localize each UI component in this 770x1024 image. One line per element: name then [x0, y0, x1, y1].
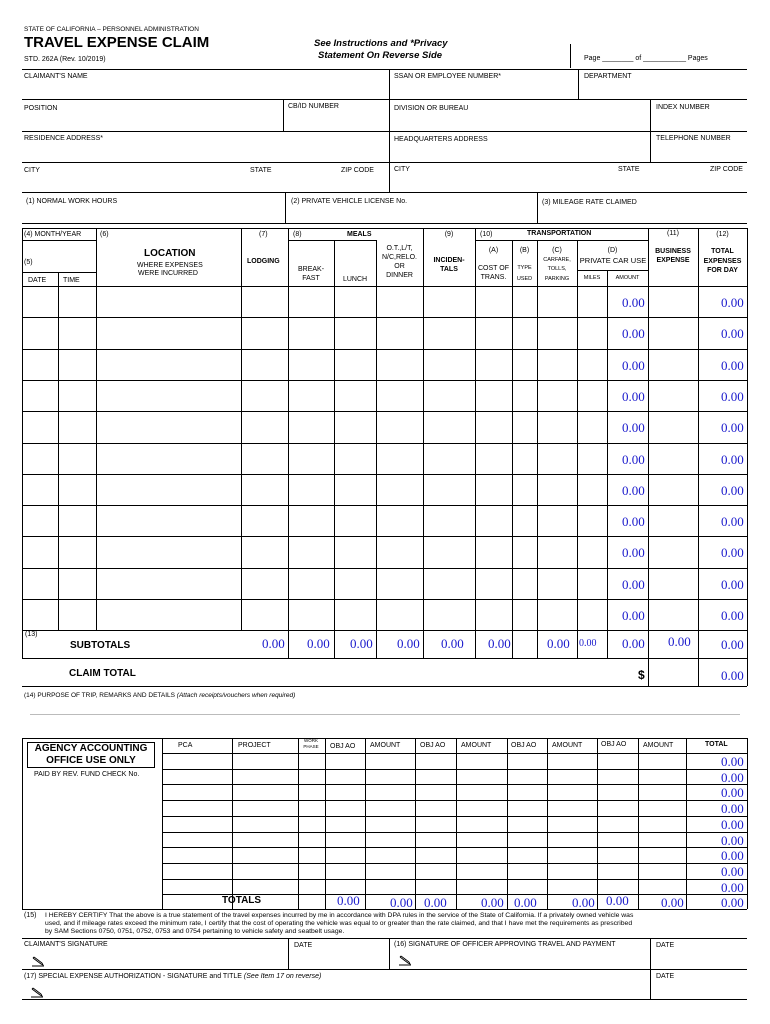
subtotal-cost[interactable]: 0.00 — [488, 636, 511, 651]
col-12-label: (12) — [716, 231, 729, 238]
page-count-field[interactable]: Page ________ of ___________ Pages — [584, 55, 708, 62]
col-amount: AMOUNT — [615, 275, 640, 281]
row-total-for-day[interactable]: 0.00 — [721, 483, 744, 498]
col-6-label: (6) — [100, 231, 109, 238]
row-total-for-day[interactable]: 0.00 — [721, 295, 744, 310]
special-authorization-field[interactable] — [24, 973, 321, 981]
row-private-amount[interactable]: 0.00 — [622, 577, 645, 592]
acct-total-a2[interactable]: 0.00 — [481, 895, 504, 910]
subtotal-lodging[interactable]: 0.00 — [262, 636, 285, 651]
acct-row-total[interactable]: 0.00 — [721, 801, 744, 816]
acct-amount-3: AMOUNT — [552, 742, 583, 749]
col-carfare-2: TOLLS, — [547, 266, 567, 272]
col-time: TIME — [63, 277, 80, 284]
col-ot-4: DINNER — [386, 272, 413, 279]
row-private-amount[interactable]: 0.00 — [622, 358, 645, 373]
form-title: TRAVEL EXPENSE CLAIM — [24, 34, 210, 51]
instructions-line-1: See Instructions and *Privacy — [314, 38, 448, 49]
agency-accounting-title-2: OFFICE USE ONLY — [46, 755, 136, 766]
col-type-2: USED — [516, 276, 533, 282]
col-carfare-3: PARKING — [544, 276, 570, 282]
form-number: STD. 262A (Rev. 10/2019) — [24, 56, 106, 63]
row-total-for-day[interactable]: 0.00 — [721, 608, 744, 623]
acct-total-o2[interactable]: 0.00 — [390, 895, 413, 910]
work-hours-field[interactable]: (1) NORMAL WORK HOURS — [26, 198, 118, 205]
acct-total-o4[interactable]: 0.00 — [606, 893, 629, 908]
subtotal-breakfast[interactable]: 0.00 — [307, 636, 330, 651]
row-total-for-day[interactable]: 0.00 — [721, 545, 744, 560]
paid-by-check-field[interactable]: PAID BY REV. FUND CHECK No. — [34, 771, 140, 778]
purpose-line[interactable] — [30, 714, 740, 715]
acct-amount-4: AMOUNT — [643, 742, 674, 749]
col-total-1: TOTAL — [711, 248, 734, 255]
ssan-field[interactable]: SSAN OR EMPLOYEE NUMBER* — [394, 73, 501, 80]
acct-work-2: PHASE — [303, 744, 319, 749]
row-total-for-day[interactable]: 0.00 — [721, 452, 744, 467]
row-total-for-day[interactable]: 0.00 — [721, 514, 744, 529]
col-10-label: (10) — [480, 231, 493, 238]
col-ot-1: O.T.,L/T, — [386, 245, 413, 252]
col-total-3: FOR DAY — [707, 267, 738, 274]
special-authorization-note: (See Item 17 on reverse) — [243, 973, 322, 980]
row-private-amount[interactable]: 0.00 — [622, 452, 645, 467]
col-private-car: PRIVATE CAR USE — [579, 256, 647, 265]
agency-line: STATE OF CALIFORNIA – PERSONNEL ADMINISTRATION — [24, 26, 199, 33]
date-field-3[interactable]: DATE — [656, 973, 675, 980]
col-breakfast-2: FAST — [302, 275, 320, 282]
row-total-for-day[interactable]: 0.00 — [721, 420, 744, 435]
row-private-amount[interactable]: 0.00 — [622, 514, 645, 529]
col-total-2: EXPENSES — [703, 258, 742, 265]
claimant-signature-pen-icon[interactable] — [31, 954, 45, 966]
acct-total-a3[interactable]: 0.00 — [572, 895, 595, 910]
city-field-1[interactable]: CITY — [24, 167, 40, 174]
col-where-1: WHERE EXPENSES — [137, 262, 203, 269]
officer-signature-pen-icon[interactable] — [398, 953, 412, 965]
acct-total-header: TOTAL — [705, 741, 728, 748]
row-total-for-day[interactable]: 0.00 — [721, 326, 744, 341]
row-private-amount[interactable]: 0.00 — [622, 608, 645, 623]
acct-row-total[interactable]: 0.00 — [721, 770, 744, 785]
col-incidentals-1: INCIDEN- — [433, 257, 465, 264]
subtotal-lunch[interactable]: 0.00 — [350, 636, 373, 651]
acct-row-total[interactable]: 0.00 — [721, 754, 744, 769]
special-signature-pen-icon[interactable] — [30, 985, 44, 997]
col-cost-2: TRANS. — [480, 274, 507, 281]
subtotal-miles[interactable]: 0.00 — [579, 638, 597, 649]
acct-total-o3[interactable]: 0.00 — [514, 895, 537, 910]
vehicle-license-field[interactable]: (2) PRIVATE VEHICLE LICENSE No. — [291, 198, 408, 205]
col-8-label: (8) — [293, 231, 302, 238]
mileage-rate-field[interactable]: (3) MILEAGE RATE CLAIMED — [542, 199, 637, 206]
dollar-sign: $ — [638, 668, 645, 682]
certify-line-3: by SAM Sections 0750, 0751, 0752, 0753 and 0754 pertaining to vehicle safety and seatbelt usage. — [45, 928, 345, 935]
officer-signature-field[interactable]: (16) SIGNATURE OF OFFICER APPROVING TRAVEL AND PAYMENT — [394, 941, 616, 948]
row-private-amount[interactable]: 0.00 — [622, 389, 645, 404]
col-location: LOCATION — [144, 248, 196, 259]
row-total-for-day[interactable]: 0.00 — [721, 358, 744, 373]
col-lodging: LODGING — [247, 258, 280, 265]
claim-total-label: CLAIM TOTAL — [69, 668, 136, 679]
subtotal-dinner[interactable]: 0.00 — [397, 636, 420, 651]
col-miles: MILES — [583, 275, 601, 281]
acct-amount-2: AMOUNT — [461, 742, 492, 749]
state-field-2[interactable]: STATE — [618, 166, 640, 173]
acct-work-1: WORK — [304, 738, 318, 743]
date-field-2[interactable]: DATE — [656, 942, 675, 949]
acct-row-total[interactable]: 0.00 — [721, 817, 744, 832]
col-carfare-1: CARFARE, — [543, 257, 571, 263]
row-private-amount[interactable]: 0.00 — [622, 295, 645, 310]
purpose-note: (Attach receipts/vouchers when required) — [176, 692, 296, 699]
cbid-field[interactable]: CB/ID NUMBER — [288, 103, 339, 110]
state-field-1[interactable]: STATE — [250, 167, 272, 174]
agency-accounting-title-1: AGENCY ACCOUNTING — [34, 743, 148, 754]
certify-line-2: used, and if mileage rates exceed the minimum rate, I certify that the cost of operating the vehicle was equal to or greater than the rate claimed, and that I have met the requirements as prescribed — [45, 920, 633, 927]
row-private-amount[interactable]: 0.00 — [622, 326, 645, 341]
subtotal-incidentals[interactable]: 0.00 — [441, 636, 464, 651]
acct-total-a4[interactable]: 0.00 — [661, 895, 684, 910]
row-private-amount[interactable]: 0.00 — [622, 545, 645, 560]
col-11-label: (11) — [667, 230, 679, 237]
headquarters-address-field[interactable]: HEADQUARTERS ADDRESS — [394, 136, 488, 143]
subtotal-carfare[interactable]: 0.00 — [547, 636, 570, 651]
telephone-field[interactable]: TELEPHONE NUMBER — [656, 135, 731, 142]
acct-objao-4: OBJ AO — [601, 741, 627, 748]
col-breakfast-1: BREAK- — [297, 266, 325, 273]
certify-line-1: I HEREBY CERTIFY That the above is a true statement of the travel expenses incurred by me in accordance with DPA rules in the service of the State of California. If a privately owned vehicle was — [45, 912, 634, 919]
acct-total-a1[interactable]: 0.00 — [337, 893, 360, 908]
col-9-label: (9) — [444, 231, 454, 238]
subtotals-label: SUBTOTALS — [70, 640, 131, 651]
index-number-field[interactable]: INDEX NUMBER — [656, 104, 710, 111]
subtotal-13-label: (13) — [25, 631, 38, 638]
col-meals: MEALS — [347, 231, 372, 238]
acct-row-total[interactable]: 0.00 — [721, 864, 744, 879]
residence-address-field[interactable]: RESIDENCE ADDRESS* — [24, 135, 103, 142]
subtotal-business[interactable]: 0.00 — [668, 634, 691, 649]
date-field-1[interactable]: DATE — [294, 942, 313, 949]
special-authorization-label: (17) SPECIAL EXPENSE AUTHORIZATION - SIGNATURE and TITLE — [24, 973, 242, 980]
claim-total-value[interactable]: 0.00 — [721, 668, 744, 683]
col-business-2: EXPENSE — [656, 257, 690, 264]
row-private-amount[interactable]: 0.00 — [622, 420, 645, 435]
acct-row-total[interactable]: 0.00 — [721, 848, 744, 863]
acct-amount-1: AMOUNT — [370, 742, 401, 749]
instructions-line-2: Statement On Reverse Side — [318, 50, 443, 61]
col-5-label: (5) — [24, 259, 33, 266]
col-month-year: (4) MONTH/YEAR — [24, 231, 82, 238]
col-where-2: WERE INCURRED — [138, 270, 198, 277]
col-ot-2: N/C,RELO. — [381, 254, 417, 261]
purpose-label — [24, 692, 295, 699]
city-field-2[interactable]: CITY — [394, 166, 410, 173]
row-total-for-day[interactable]: 0.00 — [721, 577, 744, 592]
acct-objao-3: OBJ AO — [511, 742, 537, 749]
subtotal-total[interactable]: 0.00 — [721, 637, 744, 652]
purpose-text: (14) PURPOSE OF TRIP, REMARKS AND DETAILS — [24, 692, 175, 699]
col-7-label: (7) — [259, 231, 268, 238]
position-field[interactable]: POSITION — [24, 105, 58, 112]
acct-total-grand[interactable]: 0.00 — [721, 895, 744, 910]
col-transportation: TRANSPORTATION — [527, 230, 592, 237]
department-field[interactable]: DEPARTMENT — [584, 73, 632, 80]
acct-pca: PCA — [178, 742, 193, 749]
claimant-name-field[interactable]: CLAIMANT'S NAME — [24, 73, 88, 80]
col-business-1: BUSINESS — [655, 248, 691, 255]
col-date: DATE — [28, 277, 47, 284]
claimant-signature-field[interactable]: CLAIMANT'S SIGNATURE — [24, 941, 108, 948]
row-total-for-day[interactable]: 0.00 — [721, 389, 744, 404]
acct-objao-1: OBJ AO — [330, 743, 356, 750]
zip-field-2[interactable]: ZIP CODE — [710, 166, 743, 173]
acct-row-total[interactable]: 0.00 — [721, 833, 744, 848]
col-a-label: (A) — [488, 247, 499, 254]
acct-row-total[interactable]: 0.00 — [721, 880, 744, 895]
col-c-label: (C) — [552, 247, 562, 254]
col-d-label: (D) — [607, 247, 618, 254]
col-ot-3: OR — [394, 263, 405, 270]
acct-row-total[interactable]: 0.00 — [721, 785, 744, 800]
col-type-1: TYPE — [517, 265, 532, 271]
division-field[interactable]: DIVISION OR BUREAU — [394, 105, 469, 112]
row-private-amount[interactable]: 0.00 — [622, 483, 645, 498]
col-lunch: LUNCH — [342, 276, 368, 283]
acct-totals-label: TOTALS — [222, 895, 262, 906]
certify-number: (15) — [24, 912, 37, 919]
subtotal-amount[interactable]: 0.00 — [622, 636, 645, 651]
col-incidentals-2: TALS — [440, 266, 458, 273]
zip-field-1[interactable]: ZIP CODE — [341, 167, 374, 174]
acct-project: PROJECT — [238, 742, 271, 749]
acct-objao-2: OBJ AO — [420, 742, 446, 749]
acct-total-a2o[interactable]: 0.00 — [424, 895, 447, 910]
col-cost-1: COST OF — [478, 265, 509, 272]
col-b-label: (B) — [519, 247, 530, 254]
